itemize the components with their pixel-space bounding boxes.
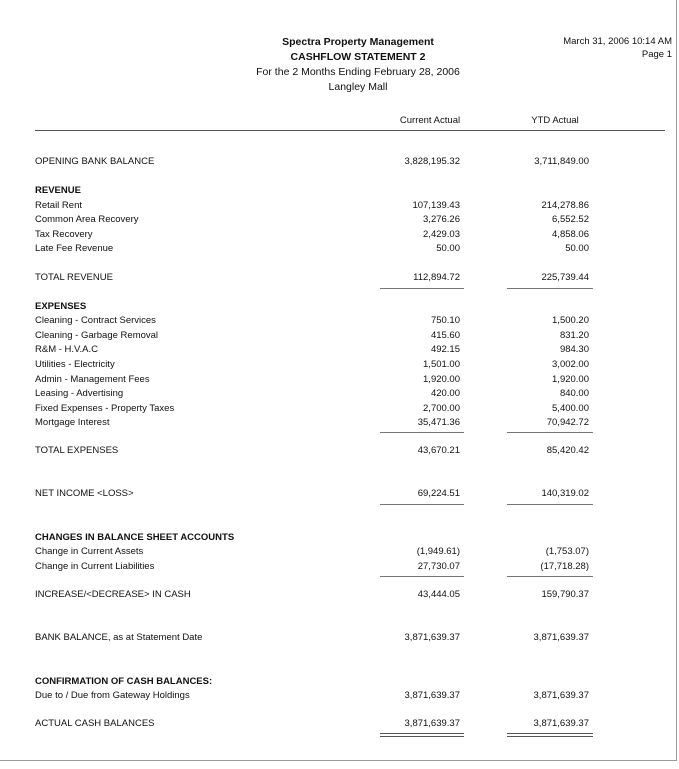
column-header-ytd: YTD Actual	[531, 115, 579, 126]
net-income-underline	[507, 504, 593, 505]
expense-item-current: 415.60	[430, 330, 460, 341]
confirmation-heading: CONFIRMATION OF CASH BALANCES:	[35, 676, 213, 687]
company-name: Spectra Property Management	[282, 36, 434, 48]
revenue-item-ytd: 4,858.06	[552, 229, 589, 240]
changes-item-label: Change in Current Assets	[35, 546, 144, 557]
expense-item-label: Cleaning - Garbage Removal	[35, 330, 159, 341]
net-income-current: 69,224.51	[417, 488, 460, 499]
expense-item-label: Fixed Expenses - Property Taxes	[35, 403, 175, 414]
expense-item-current: 1,501.00	[423, 359, 460, 370]
expense-item-current: 492.15	[430, 344, 460, 355]
expense-item-current: 420.00	[430, 388, 460, 399]
subtotal-underline	[380, 432, 464, 433]
expense-item-ytd: 3,002.00	[552, 359, 589, 370]
expense-item-current: 1,920.00	[423, 374, 460, 385]
expense-item-label: R&M - H.V.A.C	[35, 344, 98, 355]
subtotal-underline	[380, 576, 464, 577]
net-income-label: NET INCOME <LOSS>	[35, 488, 134, 499]
changes-item-current: 27,730.07	[417, 561, 460, 572]
actual-cash-balances-current: 3,871,639.37	[404, 718, 460, 729]
revenue-item-label: Retail Rent	[35, 200, 82, 211]
double-underline	[380, 733, 464, 737]
total-revenue-ytd: 225,739.44	[541, 272, 589, 283]
opening-balance-ytd: 3,711,849.00	[534, 156, 589, 167]
expense-item-ytd: 70,942.72	[546, 417, 589, 428]
changes-item-current: (1,949.61)	[416, 546, 460, 557]
revenue-item-ytd: 6,552.52	[552, 214, 589, 225]
revenue-item-current: 50.00	[436, 243, 460, 254]
expense-item-label: Mortgage Interest	[35, 417, 110, 428]
total-revenue-label: TOTAL REVENUE	[35, 272, 113, 283]
expense-item-ytd: 840.00	[559, 388, 589, 399]
expense-item-current: 750.10	[430, 315, 460, 326]
expense-item-label: Cleaning - Contract Services	[35, 315, 156, 326]
net-income-underline	[380, 504, 464, 505]
changes-item-ytd: (1,753.07)	[545, 546, 589, 557]
total-underline	[380, 288, 464, 289]
expense-item-label: Leasing - Advertising	[35, 388, 124, 399]
revenue-item-current: 107,139.43	[412, 200, 460, 211]
revenue-item-current: 3,276.26	[423, 214, 460, 225]
revenue-item-ytd: 50.00	[565, 243, 589, 254]
revenue-heading: REVENUE	[35, 185, 81, 196]
expense-item-ytd: 1,920.00	[552, 374, 589, 385]
property-name: Langley Mall	[328, 81, 388, 93]
actual-cash-balances-ytd: 3,871,639.37	[533, 718, 589, 729]
revenue-item-label: Common Area Recovery	[35, 214, 139, 225]
report-title: CASHFLOW STATEMENT 2	[290, 51, 426, 63]
header-divider	[35, 130, 665, 131]
total-revenue-current: 112,894.72	[413, 272, 460, 283]
report-period: For the 2 Months Ending February 28, 2006	[256, 66, 460, 78]
revenue-item-label: Tax Recovery	[35, 229, 93, 240]
expense-item-label: Utilities - Electricity	[35, 359, 115, 370]
expense-item-current: 2,700.00	[423, 403, 460, 414]
expenses-heading: EXPENSES	[35, 301, 87, 312]
opening-balance-label: OPENING BANK BALANCE	[35, 156, 155, 167]
expense-item-ytd: 5,400.00	[552, 403, 589, 414]
changes-item-ytd: (17,718.28)	[540, 561, 589, 572]
revenue-item-label: Late Fee Revenue	[35, 243, 114, 254]
subtotal-underline	[507, 432, 593, 433]
revenue-item-ytd: 214,278.86	[541, 200, 589, 211]
confirmation-item-label: Due to / Due from Gateway Holdings	[35, 690, 190, 701]
increase-in-cash-current: 43,444.05	[417, 589, 460, 600]
expense-item-ytd: 1,500.20	[552, 315, 589, 326]
total-expenses-ytd: 85,420.42	[546, 445, 589, 456]
changes-heading: CHANGES IN BALANCE SHEET ACCOUNTS	[35, 532, 235, 543]
total-expenses-current: 43,670.21	[417, 445, 460, 456]
bank-balance-label: BANK BALANCE, as at Statement Date	[35, 632, 203, 643]
total-underline	[507, 288, 593, 289]
actual-cash-balances-label: ACTUAL CASH BALANCES	[35, 718, 155, 729]
bank-balance-current: 3,871,639.37	[404, 632, 460, 643]
expense-item-label: Admin - Management Fees	[35, 374, 150, 385]
net-income-ytd: 140,319.02	[541, 488, 589, 499]
expense-item-ytd: 984.30	[559, 344, 589, 355]
bank-balance-ytd: 3,871,639.37	[533, 632, 589, 643]
confirmation-item-current: 3,871,639.37	[404, 690, 460, 701]
changes-item-label: Change in Current Liabilities	[35, 561, 155, 572]
confirmation-item-ytd: 3,871,639.37	[533, 690, 589, 701]
report-datetime: March 31, 2006 10:14 AM	[563, 36, 672, 47]
expense-item-current: 35,471.36	[417, 417, 460, 428]
page-number: Page 1	[641, 49, 672, 60]
expense-item-ytd: 831.20	[559, 330, 589, 341]
increase-in-cash-ytd: 159,790.37	[541, 589, 589, 600]
opening-balance-current: 3,828,195.32	[404, 156, 460, 167]
revenue-item-current: 2,429.03	[423, 229, 460, 240]
double-underline	[507, 733, 593, 737]
total-expenses-label: TOTAL EXPENSES	[35, 445, 119, 456]
subtotal-underline	[507, 576, 593, 577]
column-header-current: Current Actual	[399, 115, 461, 126]
increase-in-cash-label: INCREASE/<DECREASE> IN CASH	[35, 589, 191, 600]
